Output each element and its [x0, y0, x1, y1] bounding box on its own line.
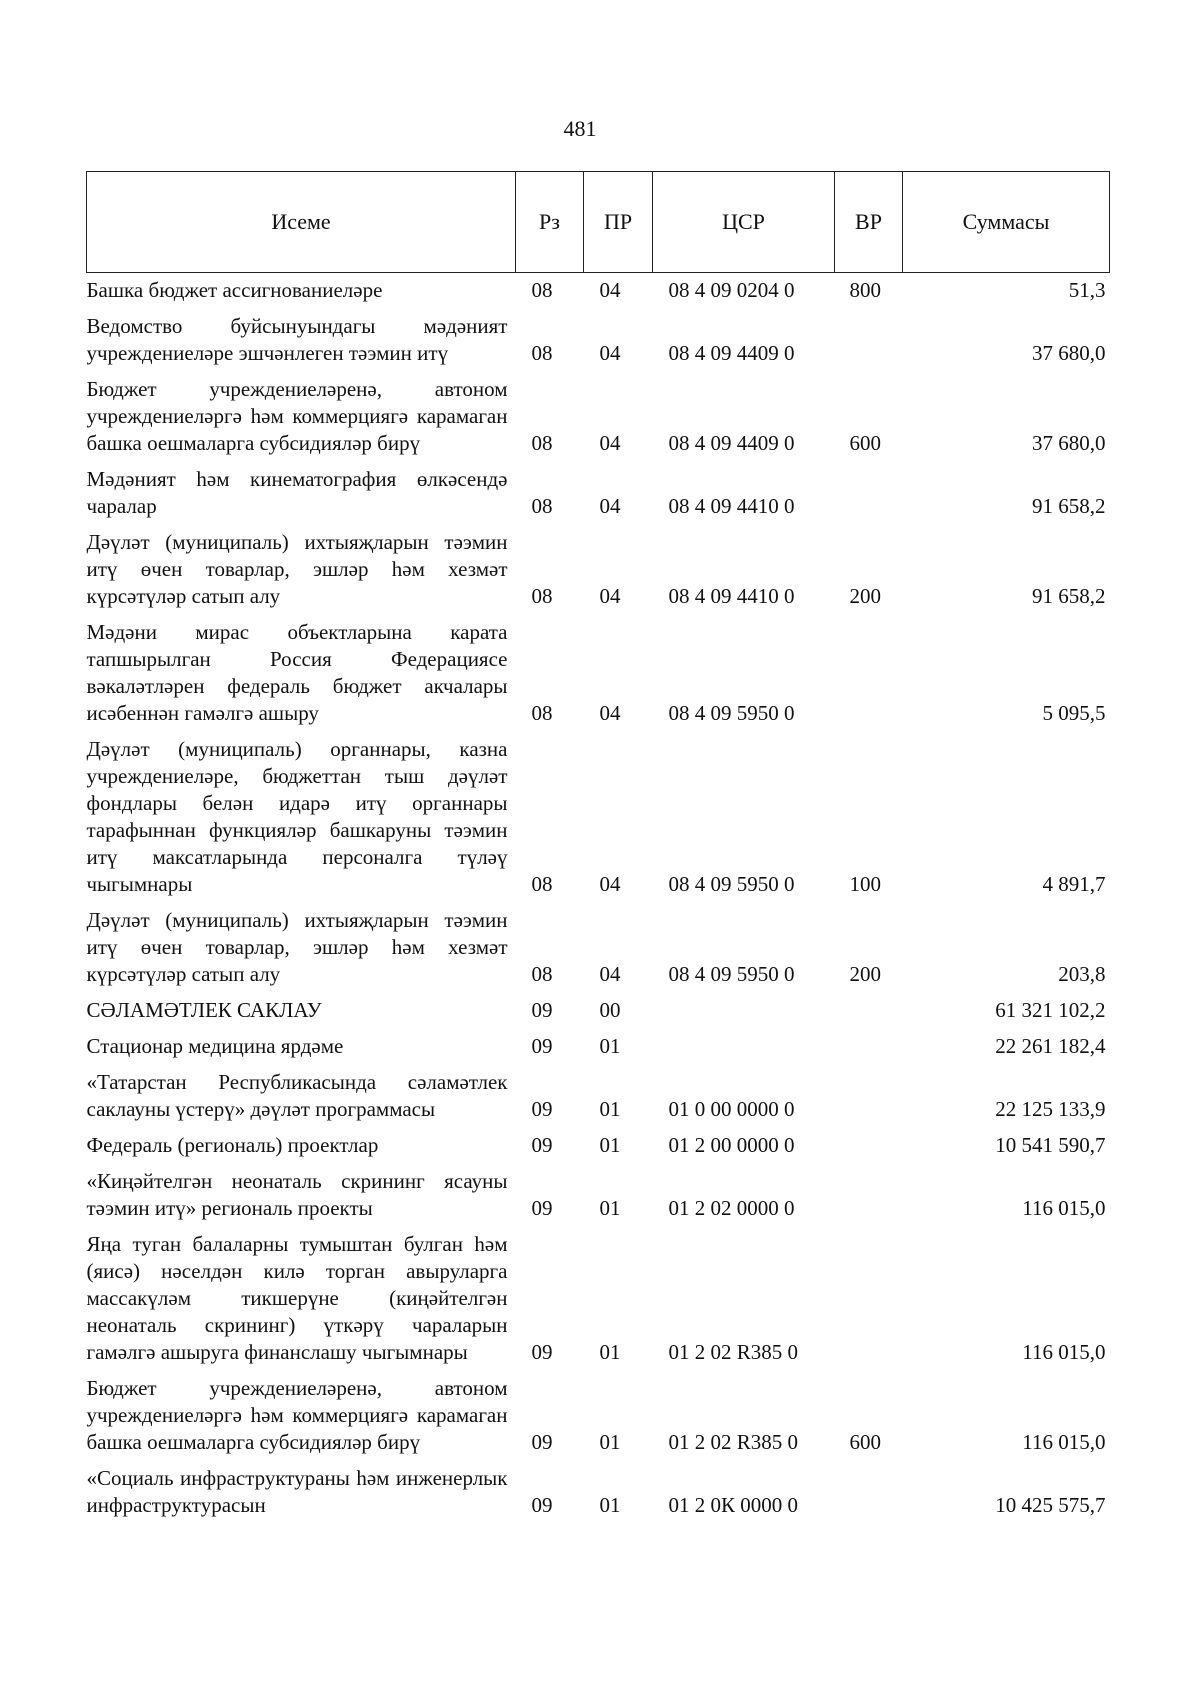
cell-pr: 00 [599, 998, 621, 1022]
cell-sum: 91 658,2 [1032, 494, 1106, 518]
cell-sum: 116 015,0 [1022, 1196, 1106, 1220]
table-row [87, 273, 1110, 309]
cell-csr: 08 4 09 4410 0 [668, 494, 795, 518]
cell-sum: 37 680,0 [1032, 431, 1106, 455]
cell-csr: 01 2 0К 0000 0 [668, 1493, 799, 1517]
cell-csr: 01 2 02 R385 0 [668, 1340, 799, 1364]
cell-sum: 51,3 [1068, 278, 1106, 302]
cell-name: «Социаль инфраструктураны һәм инженерлык инфраструктурасын [86, 1466, 508, 1517]
cell-pr: 01 [599, 1340, 621, 1364]
cell-rz: 08 [531, 962, 553, 986]
cell-pr: 04 [599, 962, 621, 986]
table-row [87, 461, 1110, 524]
cell-vr: 600 [849, 431, 881, 455]
cell-rz: 09 [531, 1340, 553, 1364]
header-sum: Суммасы [903, 172, 1110, 273]
cell-csr: 01 2 02 0000 0 [668, 1196, 795, 1220]
cell-pr: 04 [599, 278, 621, 302]
cell-pr: 01 [599, 1034, 621, 1058]
cell-vr [835, 1028, 903, 1064]
cell-name: Бюджет учреждениеләренә, автоном учреждениеләргә һәм коммерциягә карамаган башка оешмаларга субсидияләр бирү [86, 377, 508, 455]
cell-name: СӘЛАМӘТЛЕК САКЛАУ [86, 998, 322, 1022]
table-row [87, 1226, 1110, 1370]
cell-name: Федераль (региональ) проектлар [86, 1133, 379, 1157]
cell-name: Стационар медицина ярдәме [86, 1034, 344, 1058]
cell-pr: 04 [599, 431, 621, 455]
header-pr: ПР [584, 172, 653, 273]
cell-vr: 600 [849, 1430, 881, 1454]
cell-name: Дәүләт (муниципаль) ихтыяҗларын тәэмин итү өчен товарлар, эшләр һәм хезмәт күрсәтүләр сатып алу [86, 530, 508, 608]
cell-sum: 22 261 182,4 [995, 1034, 1106, 1058]
cell-pr: 04 [599, 494, 621, 518]
cell-vr [835, 1226, 903, 1370]
cell-vr [835, 1460, 903, 1523]
table-header [87, 172, 1110, 273]
cell-rz: 09 [531, 1196, 553, 1220]
cell-name: Мәдәни мирас объектларына карата тапшырылган Россия Федерациясе вәкаләтләрен федераль бюджет акчалары исәбеннән гамәлгә ашыру [86, 620, 508, 725]
cell-name: Башка бюджет ассигнованиеләре [86, 278, 383, 302]
header-name: Исеме [87, 172, 516, 273]
table-row [87, 992, 1110, 1028]
header-csr: ЦСР [653, 172, 835, 273]
cell-vr [835, 1127, 903, 1163]
cell-sum: 203,8 [1058, 962, 1106, 986]
cell-name: Бюджет учреждениеләренә, автоном учреждениеләргә һәм коммерциягә карамаган башка оешмаларга субсидияләр бирү [86, 1376, 508, 1454]
cell-sum: 61 321 102,2 [995, 998, 1106, 1022]
cell-rz: 09 [531, 1034, 553, 1058]
cell-csr: 01 2 02 R385 0 [668, 1430, 799, 1454]
cell-vr: 800 [849, 278, 881, 302]
table-row [87, 731, 1110, 902]
cell-vr [835, 1163, 903, 1226]
cell-name: Яңа туган балаларны тумыштан булган һәм (яисә) нәселдән килә торган авыруларга массакүләм тикшерүне (киңәйтелгән неонаталь скрининг) үткәрү чараларын гамәлгә ашыруга финанслашу чыгымнары [86, 1232, 508, 1364]
cell-sum: 4 891,7 [1042, 872, 1106, 896]
cell-rz: 08 [531, 341, 553, 365]
header-rz: Рз [516, 172, 584, 273]
cell-name: Ведомство буйсынуындагы мәдәният учреждениеләре эшчәнлеген тәэмин итү [86, 314, 508, 365]
table-row [87, 902, 1110, 992]
table-row [87, 371, 1110, 461]
cell-vr [835, 992, 903, 1028]
cell-sum: 37 680,0 [1032, 341, 1106, 365]
cell-name: Дәүләт (муниципаль) органнары, казна учреждениеләре, бюджеттан тыш дәүләт фондлары белән идарә итү органнары тарафыннан функцияләр башкаруны тәэмин итү максатларында персоналга түләү чыгымнары [86, 737, 508, 896]
cell-sum: 5 095,5 [1042, 701, 1106, 725]
cell-rz: 08 [531, 584, 553, 608]
table-row [87, 1370, 1110, 1460]
page-number: 481 [563, 116, 597, 141]
cell-rz: 08 [531, 872, 553, 896]
cell-vr: 100 [849, 872, 881, 896]
table-row [87, 1127, 1110, 1163]
cell-csr: 01 0 00 0000 0 [668, 1097, 795, 1121]
table-row [87, 1028, 1110, 1064]
cell-name: «Киңәйтелгән неонаталь скрининг ясауны тәэмин итү» региональ проекты [86, 1169, 508, 1220]
cell-rz: 09 [531, 1133, 553, 1157]
cell-name: Мәдәният һәм кинематография өлкәсендә чаралар [86, 467, 508, 518]
cell-rz: 08 [531, 494, 553, 518]
cell-pr: 01 [599, 1196, 621, 1220]
cell-pr: 04 [599, 701, 621, 725]
header-vr: ВР [835, 172, 903, 273]
cell-csr: 08 4 09 5950 0 [668, 701, 795, 725]
cell-pr: 01 [599, 1430, 621, 1454]
cell-pr: 04 [599, 872, 621, 896]
cell-rz: 08 [531, 701, 553, 725]
table-row [87, 524, 1110, 614]
cell-csr [653, 1028, 835, 1064]
cell-pr: 01 [599, 1097, 621, 1121]
cell-vr: 200 [849, 584, 881, 608]
cell-sum: 10 541 590,7 [995, 1133, 1106, 1157]
cell-vr: 200 [849, 962, 881, 986]
cell-rz: 09 [531, 1430, 553, 1454]
table-row [87, 1064, 1110, 1127]
cell-csr: 01 2 00 0000 0 [668, 1133, 795, 1157]
cell-pr: 04 [599, 341, 621, 365]
cell-csr [653, 992, 835, 1028]
cell-csr: 08 4 09 4409 0 [668, 431, 795, 455]
cell-csr: 08 4 09 4409 0 [668, 341, 795, 365]
cell-name: «Татарстан Республикасында сәламәтлек саклауны үстерү» дәүләт программасы [86, 1070, 508, 1121]
cell-rz: 09 [531, 998, 553, 1022]
cell-csr: 08 4 09 5950 0 [668, 872, 795, 896]
table-body [87, 273, 1110, 1524]
cell-rz: 09 [531, 1493, 553, 1517]
cell-csr: 08 4 09 4410 0 [668, 584, 795, 608]
cell-pr: 04 [599, 584, 621, 608]
cell-vr [835, 308, 903, 371]
table-row [87, 1163, 1110, 1226]
cell-sum: 22 125 133,9 [995, 1097, 1106, 1121]
cell-vr [835, 1064, 903, 1127]
cell-vr [835, 461, 903, 524]
cell-sum: 91 658,2 [1032, 584, 1106, 608]
cell-name: Дәүләт (муниципаль) ихтыяҗларын тәэмин итү өчен товарлар, эшләр һәм хезмәт күрсәтүләр сатып алу [86, 908, 508, 986]
budget-table [86, 171, 1110, 1523]
cell-csr: 08 4 09 0204 0 [668, 278, 795, 302]
cell-sum: 116 015,0 [1022, 1340, 1106, 1364]
cell-rz: 08 [531, 431, 553, 455]
table-row [87, 308, 1110, 371]
cell-vr [835, 614, 903, 731]
cell-rz: 08 [531, 278, 553, 302]
table-row [87, 1460, 1110, 1523]
cell-csr: 08 4 09 5950 0 [668, 962, 795, 986]
cell-sum: 116 015,0 [1022, 1430, 1106, 1454]
cell-pr: 01 [599, 1493, 621, 1517]
cell-rz: 09 [531, 1097, 553, 1121]
cell-sum: 10 425 575,7 [995, 1493, 1106, 1517]
table-row [87, 614, 1110, 731]
cell-pr: 01 [599, 1133, 621, 1157]
